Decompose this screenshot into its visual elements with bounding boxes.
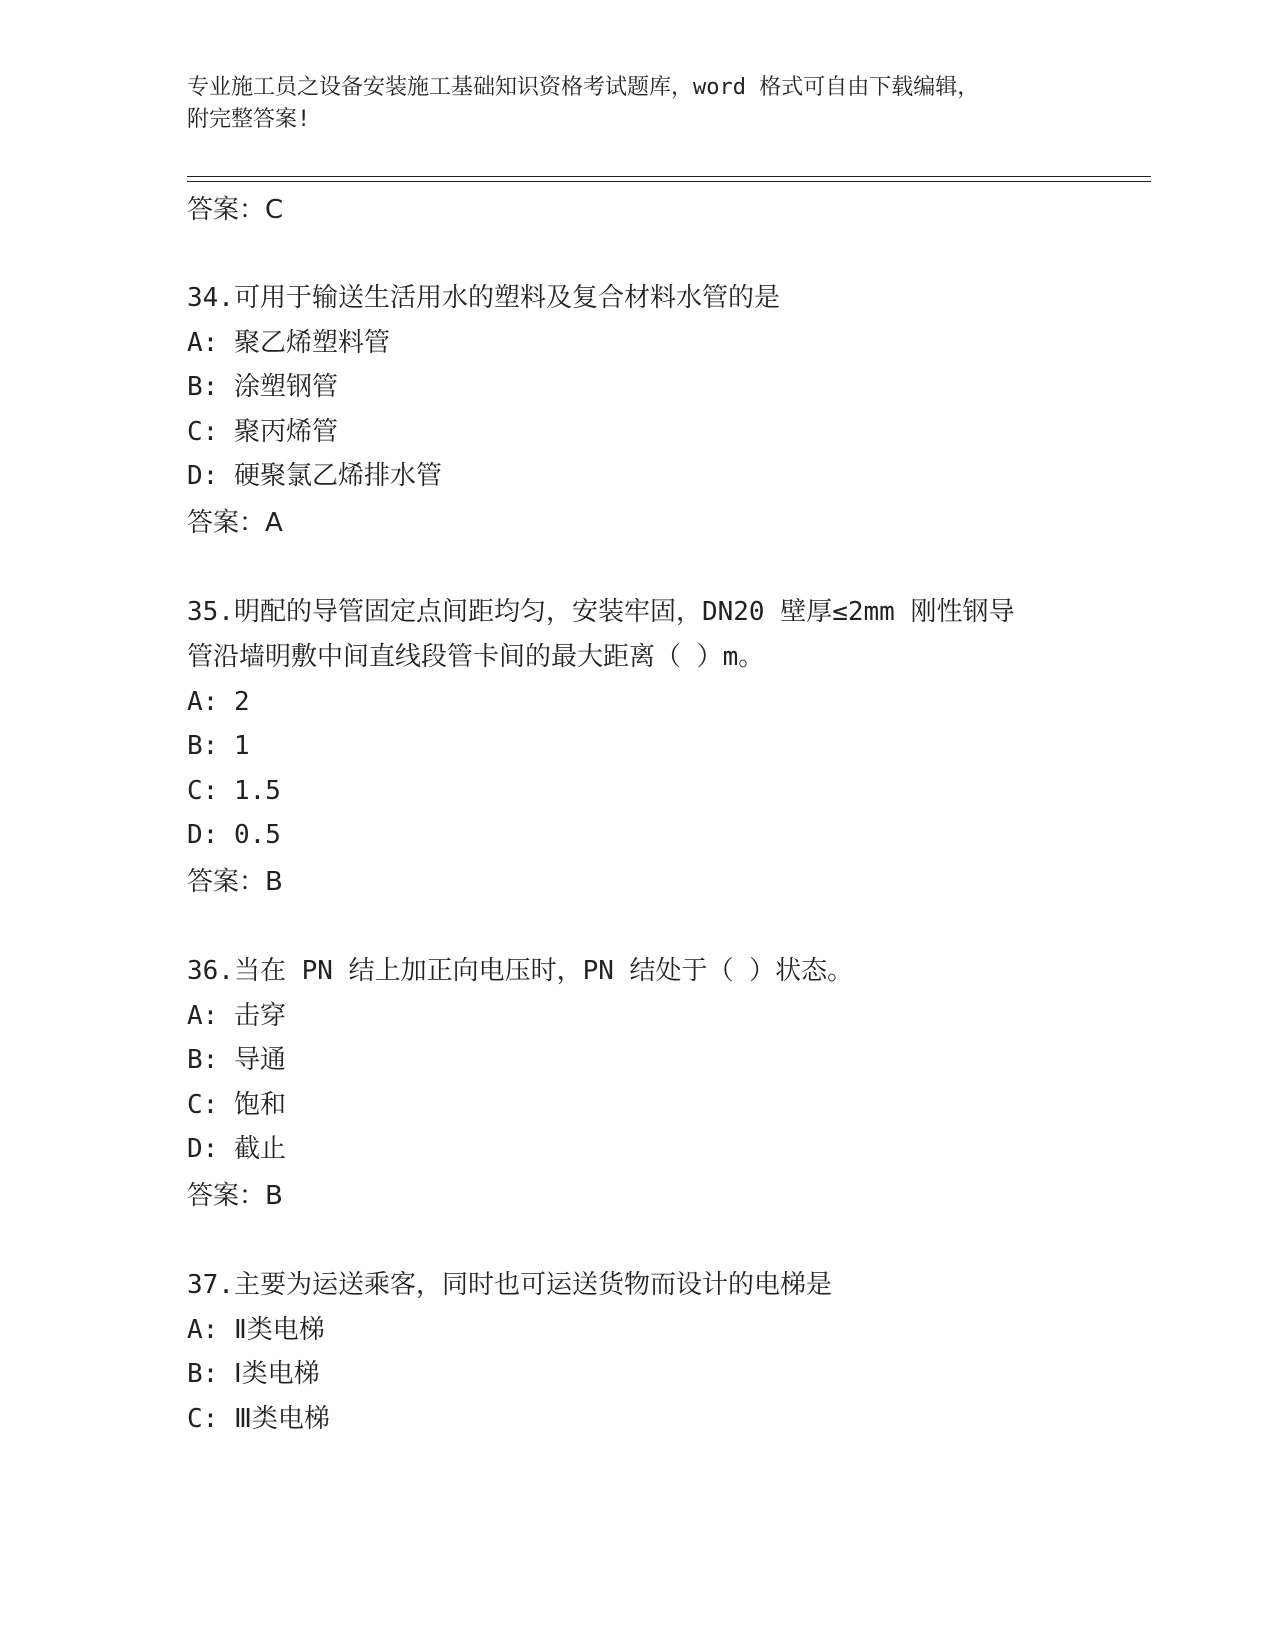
question-34-option-b: B: 涂塑钢管 xyxy=(187,372,338,402)
question-35-option-b: B: 1 xyxy=(187,731,250,761)
answer-34: 答案：A xyxy=(187,508,283,538)
question-36-option-c: C: 饱和 xyxy=(187,1090,286,1120)
question-34-option-d: D: 硬聚氯乙烯排水管 xyxy=(187,461,442,491)
question-37-option-b: B: Ⅰ类电梯 xyxy=(187,1359,320,1389)
header-rule-top xyxy=(187,176,1151,177)
question-36-option-b: B: 导通 xyxy=(187,1045,286,1075)
answer-33: 答案：C xyxy=(187,195,284,225)
question-35-option-c: C: 1.5 xyxy=(187,776,281,806)
question-35-stem-line-2: 管沿墙明敷中间直线段管卡间的最大距离（ ）m。 xyxy=(187,642,765,672)
question-34-stem: 34.可用于输送生活用水的塑料及复合材料水管的是 xyxy=(187,283,780,313)
header-rule-bottom xyxy=(187,181,1151,182)
question-37-stem: 37.主要为运送乘客，同时也可运送货物而设计的电梯是 xyxy=(187,1270,832,1300)
header-title-line-1: 专业施工员之设备安装施工基础知识资格考试题库，word 格式可自由下载编辑， xyxy=(187,75,980,100)
answer-36: 答案：B xyxy=(187,1181,283,1211)
question-34-option-a: A: 聚乙烯塑料管 xyxy=(187,328,390,358)
question-35-option-d: D: 0.5 xyxy=(187,820,281,850)
header-title-line-2: 附完整答案! xyxy=(187,107,311,132)
answer-35: 答案：B xyxy=(187,867,283,897)
question-34-option-c: C: 聚丙烯管 xyxy=(187,417,338,447)
question-35-option-a: A: 2 xyxy=(187,687,250,717)
question-35-stem-line-1: 35.明配的导管固定点间距均匀，安装牢固，DN20 壁厚≤2mm 刚性钢导 xyxy=(187,597,1015,627)
question-36-option-d: D: 截止 xyxy=(187,1134,286,1164)
question-37-option-a: A: Ⅱ类电梯 xyxy=(187,1315,325,1345)
question-37-option-c: C: Ⅲ类电梯 xyxy=(187,1404,330,1434)
question-36-stem: 36.当在 PN 结上加正向电压时，PN 结处于（ ）状态。 xyxy=(187,956,854,986)
question-36-option-a: A: 击穿 xyxy=(187,1001,286,1031)
